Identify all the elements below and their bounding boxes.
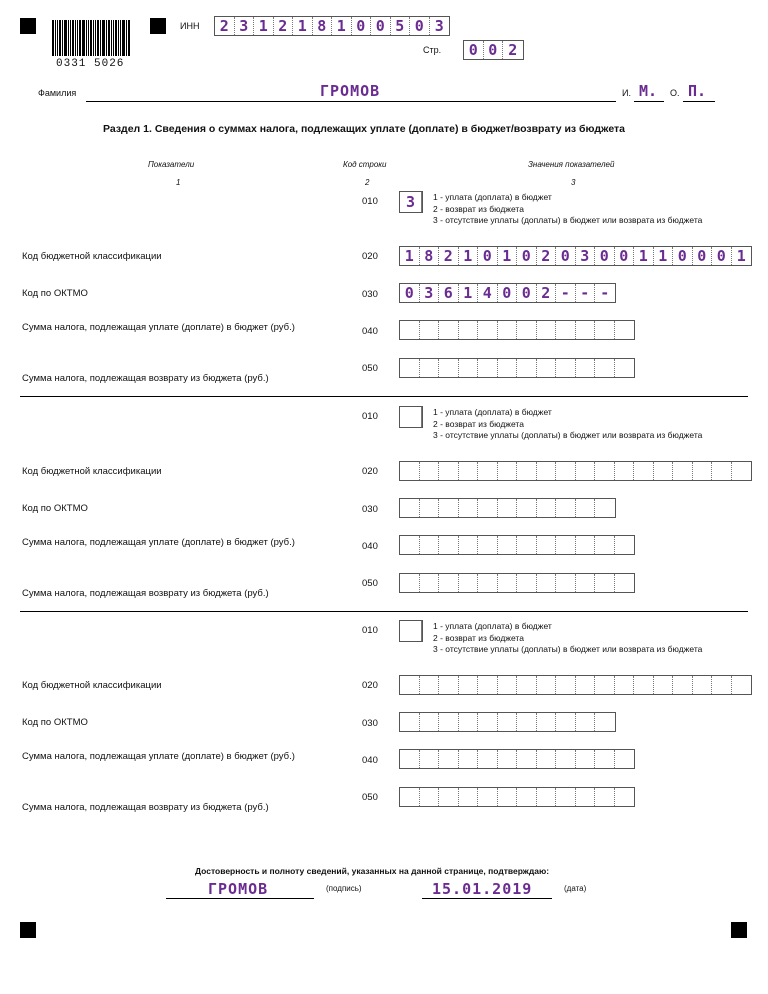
char-cell	[634, 676, 654, 694]
char-cell	[654, 676, 674, 694]
char-cell	[400, 407, 422, 427]
char-cell	[517, 574, 537, 592]
char-cell	[498, 321, 518, 339]
line-code-050: 050	[362, 792, 378, 803]
char-cell: 6	[439, 284, 459, 302]
char-cell: 1	[332, 17, 352, 35]
char-cell	[537, 713, 557, 731]
char-cell	[478, 750, 498, 768]
tax-refund-label: Сумма налога, подлежащая возврату из бюджета (руб.)	[22, 802, 269, 813]
char-cell	[556, 499, 576, 517]
char-cell: -	[556, 284, 576, 302]
char-cell: 0	[517, 284, 537, 302]
char-cell	[498, 574, 518, 592]
oktmo-field	[399, 498, 616, 518]
inn-label: ИНН	[180, 21, 200, 31]
char-cell	[439, 321, 459, 339]
char-cell: 0	[615, 247, 635, 265]
tax-payable-label: Сумма налога, подлежащая уплате (доплате) в бюджет (руб.)	[22, 537, 295, 548]
char-cell	[517, 462, 537, 480]
option-payment: 1 - уплата (доплата) в бюджет	[433, 407, 552, 417]
char-cell	[673, 462, 693, 480]
char-cell: 0	[673, 247, 693, 265]
char-cell	[595, 574, 615, 592]
tax-payable-label: Сумма налога, подлежащая уплате (доплате) в бюджет (руб.)	[22, 322, 295, 333]
char-cell	[459, 750, 479, 768]
char-cell	[537, 462, 557, 480]
col-code-header: Код строки	[343, 160, 387, 169]
char-cell	[439, 788, 459, 806]
char-cell	[439, 713, 459, 731]
char-cell	[400, 621, 422, 641]
char-cell	[673, 676, 693, 694]
initial-i-value: М.	[639, 82, 658, 100]
char-cell	[517, 536, 537, 554]
option-refund: 2 - возврат из бюджета	[433, 632, 524, 643]
char-cell: 1	[498, 247, 518, 265]
char-cell	[556, 676, 576, 694]
char-cell: -	[576, 284, 596, 302]
option-none: 3 - отсутствие уплаты (доплаты) в бюджет или возврата из бюджета	[433, 215, 703, 225]
char-cell	[459, 321, 479, 339]
signature-line	[166, 898, 314, 899]
char-cell	[537, 574, 557, 592]
barcode	[52, 18, 137, 56]
char-cell	[400, 499, 420, 517]
line-code-010: 010	[362, 196, 378, 207]
payment-type-field	[399, 406, 423, 428]
char-cell	[400, 462, 420, 480]
line-code-030: 030	[362, 289, 378, 300]
char-cell	[400, 750, 420, 768]
char-cell	[517, 359, 537, 377]
option-payment: 1 - уплата (доплата) в бюджет	[433, 621, 552, 631]
signature-label: (подпись)	[326, 884, 362, 893]
line-code-050: 050	[362, 363, 378, 374]
char-cell	[478, 359, 498, 377]
line-code-020: 020	[362, 680, 378, 691]
char-cell	[595, 536, 615, 554]
char-cell	[420, 321, 440, 339]
char-cell: 3	[434, 17, 444, 35]
char-cell	[459, 574, 479, 592]
char-cell	[595, 676, 615, 694]
char-cell	[537, 536, 557, 554]
char-cell	[556, 462, 576, 480]
initial-o-label: О.	[670, 88, 680, 98]
char-cell	[420, 536, 440, 554]
char-cell	[537, 359, 557, 377]
col-indicators-header: Показатели	[148, 160, 195, 169]
kbk-label: Код бюджетной классификации	[22, 680, 162, 691]
char-cell	[576, 321, 596, 339]
char-cell	[556, 788, 576, 806]
char-cell: 0	[595, 247, 615, 265]
char-cell: 0	[693, 247, 713, 265]
char-cell	[595, 462, 615, 480]
signature-value: ГРОМОВ	[208, 880, 269, 898]
char-cell: 2	[537, 284, 557, 302]
col-values-header: Значения показателей	[528, 160, 615, 169]
char-cell	[478, 499, 498, 517]
char-cell: 5	[391, 17, 411, 35]
line-code-040: 040	[362, 541, 378, 552]
char-cell	[712, 676, 732, 694]
char-cell	[517, 750, 537, 768]
char-cell	[498, 462, 518, 480]
char-cell	[615, 788, 635, 806]
tax-payable-field	[399, 320, 635, 340]
char-cell	[537, 676, 557, 694]
registration-mark-bottom-left	[20, 922, 36, 938]
date-value: 15.01.2019	[432, 880, 533, 898]
surname-line	[86, 101, 616, 102]
char-cell	[556, 359, 576, 377]
char-cell	[712, 462, 732, 480]
payment-type-field	[399, 191, 423, 213]
char-cell: 1	[736, 247, 746, 265]
char-cell: 3	[420, 284, 440, 302]
char-cell	[498, 788, 518, 806]
char-cell	[517, 321, 537, 339]
block-separator	[20, 396, 748, 397]
tax-refund-field	[399, 573, 635, 593]
char-cell: 0	[400, 284, 420, 302]
char-cell	[400, 359, 420, 377]
char-cell	[439, 574, 459, 592]
line-code-020: 020	[362, 466, 378, 477]
char-cell	[498, 713, 518, 731]
line-code-040: 040	[362, 326, 378, 337]
page-field	[463, 40, 524, 60]
char-cell	[693, 676, 713, 694]
char-cell: 3	[576, 247, 596, 265]
registration-mark-top-right	[150, 18, 166, 34]
char-cell: 8	[420, 247, 440, 265]
barcode-number: 0331 5026	[56, 58, 125, 70]
char-cell	[615, 536, 635, 554]
char-cell: 1	[654, 247, 674, 265]
char-cell	[576, 359, 596, 377]
option-none: 3 - отсутствие уплаты (доплаты) в бюджет или возврата из бюджета	[433, 430, 703, 440]
char-cell	[576, 499, 596, 517]
surname-label: Фамилия	[38, 88, 77, 98]
initial-o-line	[683, 101, 715, 102]
char-cell: 2	[508, 41, 518, 59]
char-cell	[595, 788, 615, 806]
oktmo-label: Код по ОКТМО	[22, 503, 88, 514]
char-cell	[478, 462, 498, 480]
char-cell	[420, 676, 440, 694]
tax-refund-field	[399, 787, 635, 807]
line-code-050: 050	[362, 578, 378, 589]
char-cell	[615, 750, 635, 768]
char-cell	[420, 713, 440, 731]
char-cell	[556, 713, 576, 731]
col-values-num: 3	[571, 178, 576, 187]
char-cell	[517, 499, 537, 517]
line-code-040: 040	[362, 755, 378, 766]
char-cell	[576, 676, 596, 694]
char-cell	[556, 321, 576, 339]
tax-refund-label: Сумма налога, подлежащая возврату из бюджета (руб.)	[22, 588, 269, 599]
char-cell	[517, 713, 537, 731]
char-cell: 2	[537, 247, 557, 265]
char-cell	[420, 788, 440, 806]
char-cell: 1	[293, 17, 313, 35]
char-cell	[615, 359, 635, 377]
char-cell	[576, 462, 596, 480]
char-cell	[400, 788, 420, 806]
option-refund: 2 - возврат из бюджета	[433, 203, 524, 214]
date-line	[422, 898, 552, 899]
char-cell	[459, 462, 479, 480]
char-cell	[420, 462, 440, 480]
char-cell	[537, 321, 557, 339]
char-cell	[576, 788, 596, 806]
char-cell	[517, 788, 537, 806]
initial-o-value: П.	[688, 82, 707, 100]
char-cell	[576, 536, 596, 554]
char-cell	[439, 750, 459, 768]
char-cell	[439, 499, 459, 517]
oktmo-field	[399, 712, 616, 732]
char-cell	[595, 499, 615, 517]
char-cell	[459, 713, 479, 731]
line-code-030: 030	[362, 718, 378, 729]
section-title: Раздел 1. Сведения о суммах налога, подлежащих уплате (доплате) в бюджет/возврату из бюджета	[103, 123, 626, 135]
registration-mark-bottom-right	[731, 922, 747, 938]
tax-payable-label: Сумма налога, подлежащая уплате (доплате) в бюджет (руб.)	[22, 751, 295, 762]
block-separator	[20, 611, 748, 612]
line-code-030: 030	[362, 504, 378, 515]
char-cell: 0	[517, 247, 537, 265]
char-cell	[517, 676, 537, 694]
initial-i-label: И.	[622, 88, 631, 98]
option-refund: 2 - возврат из бюджета	[433, 418, 524, 429]
char-cell	[400, 676, 420, 694]
kbk-field	[399, 246, 752, 266]
char-cell	[556, 536, 576, 554]
tax-refund-field	[399, 358, 635, 378]
char-cell: 1	[400, 247, 420, 265]
char-cell	[459, 788, 479, 806]
char-cell	[400, 713, 420, 731]
char-cell	[439, 676, 459, 694]
char-cell	[576, 574, 596, 592]
char-cell: 0	[410, 17, 430, 35]
char-cell	[459, 676, 479, 694]
char-cell: 2	[439, 247, 459, 265]
char-cell	[400, 574, 420, 592]
char-cell	[732, 676, 752, 694]
char-cell: 1	[254, 17, 274, 35]
char-cell	[400, 321, 420, 339]
char-cell: 4	[478, 284, 498, 302]
char-cell	[654, 462, 674, 480]
col-indicators-num: 1	[176, 178, 181, 187]
char-cell	[498, 676, 518, 694]
char-cell	[478, 321, 498, 339]
date-label: (дата)	[564, 884, 587, 893]
char-cell	[576, 713, 596, 731]
char-cell	[478, 788, 498, 806]
char-cell	[478, 536, 498, 554]
col-code-num: 2	[365, 178, 370, 187]
kbk-field	[399, 675, 752, 695]
char-cell	[400, 536, 420, 554]
char-cell	[556, 750, 576, 768]
char-cell	[459, 536, 479, 554]
char-cell: 1	[459, 284, 479, 302]
tax-payable-field	[399, 535, 635, 555]
char-cell: 0	[352, 17, 372, 35]
char-cell	[595, 359, 615, 377]
char-cell: 2	[274, 17, 294, 35]
char-cell	[615, 462, 635, 480]
char-cell: 0	[484, 41, 504, 59]
char-cell: 0	[556, 247, 576, 265]
char-cell	[478, 676, 498, 694]
char-cell	[634, 462, 654, 480]
char-cell	[498, 359, 518, 377]
char-cell: 2	[215, 17, 235, 35]
kbk-label: Код бюджетной классификации	[22, 251, 162, 262]
oktmo-label: Код по ОКТМО	[22, 288, 88, 299]
line-code-010: 010	[362, 411, 378, 422]
char-cell	[732, 462, 752, 480]
tax-refund-label: Сумма налога, подлежащая возврату из бюджета (руб.)	[22, 373, 269, 384]
char-cell	[498, 536, 518, 554]
char-cell	[537, 499, 557, 517]
char-cell: 0	[712, 247, 732, 265]
char-cell: 8	[313, 17, 333, 35]
char-cell: 0	[478, 247, 498, 265]
surname-value: ГРОМОВ	[320, 82, 381, 100]
char-cell: 3	[235, 17, 255, 35]
char-cell	[478, 713, 498, 731]
option-payment: 1 - уплата (доплата) в бюджет	[433, 192, 552, 202]
char-cell	[439, 536, 459, 554]
confirmation-text: Достоверность и полноту сведений, указанных на данной странице, подтверждаю:	[195, 866, 550, 876]
kbk-label: Код бюджетной классификации	[22, 466, 162, 477]
oktmo-field	[399, 283, 616, 303]
char-cell	[420, 499, 440, 517]
char-cell	[615, 676, 635, 694]
inn-field	[214, 16, 450, 36]
char-cell: 0	[464, 41, 484, 59]
char-cell: 3	[400, 192, 422, 212]
char-cell	[459, 499, 479, 517]
char-cell	[537, 788, 557, 806]
char-cell	[439, 462, 459, 480]
page-label: Стр.	[423, 45, 442, 55]
char-cell	[595, 750, 615, 768]
tax-payable-field	[399, 749, 635, 769]
char-cell: 0	[498, 284, 518, 302]
oktmo-label: Код по ОКТМО	[22, 717, 88, 728]
line-code-010: 010	[362, 625, 378, 636]
char-cell: 0	[371, 17, 391, 35]
char-cell	[420, 359, 440, 377]
char-cell	[498, 499, 518, 517]
payment-type-field	[399, 620, 423, 642]
line-code-020: 020	[362, 251, 378, 262]
char-cell	[576, 750, 596, 768]
kbk-field	[399, 461, 752, 481]
char-cell	[693, 462, 713, 480]
char-cell	[420, 750, 440, 768]
initial-i-line	[634, 101, 664, 102]
char-cell	[595, 713, 615, 731]
registration-mark-top-left	[20, 18, 36, 34]
char-cell	[420, 574, 440, 592]
char-cell	[595, 321, 615, 339]
char-cell	[615, 574, 635, 592]
char-cell: -	[600, 284, 610, 302]
char-cell	[459, 359, 479, 377]
char-cell	[439, 359, 459, 377]
char-cell: 1	[459, 247, 479, 265]
char-cell	[615, 321, 635, 339]
char-cell: 1	[634, 247, 654, 265]
char-cell	[537, 750, 557, 768]
option-none: 3 - отсутствие уплаты (доплаты) в бюджет или возврата из бюджета	[433, 644, 703, 654]
char-cell	[498, 750, 518, 768]
char-cell	[478, 574, 498, 592]
char-cell	[556, 574, 576, 592]
